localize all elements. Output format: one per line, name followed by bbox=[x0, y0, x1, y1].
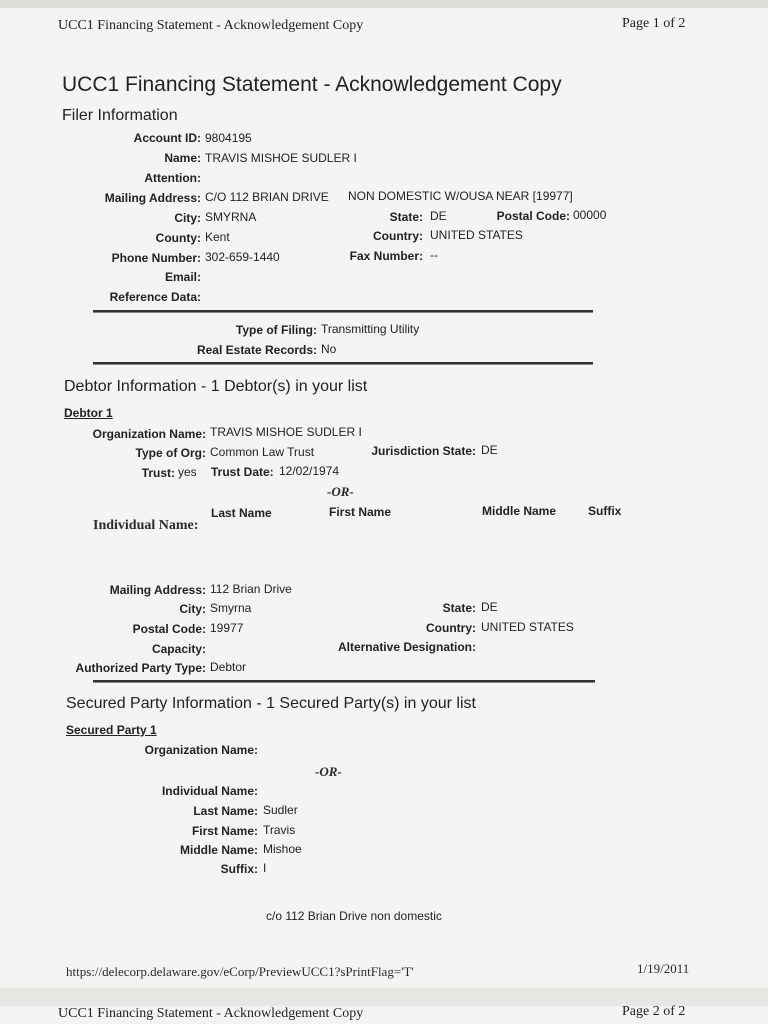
col-middle-name: Middle Name bbox=[482, 504, 557, 518]
debtor-city-label: City: bbox=[179, 602, 206, 616]
scan-edge bbox=[0, 0, 768, 8]
secured-suffix-label: Suffix: bbox=[220, 862, 258, 876]
secured-first-value: Travis bbox=[263, 823, 296, 837]
individual-name-label: Individual Name: bbox=[93, 518, 199, 533]
debtor-org-value: TRAVIS MISHOE SUDLER I bbox=[210, 425, 362, 439]
secured-last-value: Sudler bbox=[263, 803, 298, 817]
authorized-party-label: Authorized Party Type: bbox=[75, 661, 206, 675]
email-label: Email: bbox=[164, 270, 201, 284]
filer-postal-label: Postal Code: bbox=[496, 209, 570, 223]
filer-city-label: City: bbox=[174, 211, 201, 225]
debtor-mailing-value: 112 Brian Drive bbox=[210, 582, 292, 596]
trust-label: Trust: bbox=[141, 466, 175, 480]
filer-county-label: County: bbox=[155, 231, 201, 245]
filer-country-label: Country: bbox=[373, 229, 423, 243]
footer-date: 1/19/2011 bbox=[637, 961, 690, 976]
debtor-state-value: DE bbox=[481, 600, 498, 614]
divider bbox=[93, 680, 595, 683]
jurisdiction-value: DE bbox=[481, 443, 498, 457]
filer-country-value: UNITED STATES bbox=[430, 228, 523, 242]
filing-type-label: Type of Filing: bbox=[235, 323, 317, 337]
trust-date-label: Trust Date: bbox=[211, 465, 274, 479]
phone-label: Phone Number: bbox=[111, 251, 201, 265]
trust-date-value: 12/02/1974 bbox=[279, 464, 340, 478]
debtor-type-label: Type of Org: bbox=[135, 446, 206, 460]
col-first-name: First Name bbox=[329, 505, 392, 519]
secured-last-label: Last Name: bbox=[193, 804, 258, 818]
col-suffix: Suffix bbox=[588, 504, 622, 518]
account-id-value: 9804195 bbox=[205, 131, 252, 145]
or-separator: -OR- bbox=[327, 484, 354, 499]
filing-type-value: Transmitting Utility bbox=[321, 322, 420, 336]
secured-middle-label: Middle Name: bbox=[179, 843, 258, 857]
debtor-city-value: Smyrna bbox=[210, 601, 252, 615]
debtor-type-value: Common Law Trust bbox=[210, 445, 315, 459]
debtor-section-title: Debtor Information - 1 Debtor(s) in your list bbox=[64, 378, 368, 395]
fax-label: Fax Number: bbox=[349, 249, 423, 263]
jurisdiction-label: Jurisdiction State: bbox=[371, 444, 476, 458]
debtor-country-value: UNITED STATES bbox=[481, 620, 574, 634]
real-estate-label: Real Estate Records: bbox=[196, 343, 317, 357]
capacity-label: Capacity: bbox=[151, 642, 206, 656]
reference-data-label: Reference Data: bbox=[109, 290, 201, 304]
next-page-header-title: UCC1 Financing Statement - Acknowledgement Copy bbox=[58, 1006, 364, 1021]
debtor-postal-label: Postal Code: bbox=[132, 622, 206, 636]
secured-note: c/o 112 Brian Drive non domestic bbox=[266, 909, 442, 923]
account-id-label: Account ID: bbox=[133, 131, 201, 145]
filer-name-label: Name: bbox=[164, 151, 201, 165]
debtor-postal-value: 19977 bbox=[210, 621, 244, 635]
secured-suffix-value: I bbox=[263, 861, 267, 875]
divider bbox=[93, 362, 593, 365]
running-header-page: Page 1 of 2 bbox=[622, 16, 686, 31]
page-title: UCC1 Financing Statement - Acknowledgement Copy bbox=[62, 73, 562, 96]
footer-url: https://delecorp.delaware.gov/eCorp/PreviewUCC1?sPrintFlag='T' bbox=[66, 964, 414, 979]
debtor-country-label: Country: bbox=[426, 621, 476, 635]
attention-label: Attention: bbox=[144, 171, 201, 185]
col-last-name: Last Name bbox=[211, 506, 272, 520]
secured-middle-value: Mishoe bbox=[263, 842, 302, 856]
divider bbox=[93, 310, 593, 313]
filer-state-value: DE bbox=[430, 209, 447, 223]
phone-value: 302-659-1440 bbox=[205, 250, 280, 264]
filer-state-label: State: bbox=[389, 210, 423, 224]
real-estate-value: No bbox=[321, 342, 337, 356]
filer-section-title: Filer Information bbox=[62, 107, 178, 124]
secured-first-label: First Name: bbox=[191, 824, 258, 838]
secured-subtitle: Secured Party 1 bbox=[66, 723, 157, 737]
trust-value: yes bbox=[178, 465, 197, 479]
debtor-org-label: Organization Name: bbox=[92, 427, 206, 441]
alt-designation-label: Alternative Designation: bbox=[337, 640, 476, 654]
debtor-state-label: State: bbox=[442, 601, 476, 615]
fax-value: -- bbox=[430, 248, 438, 262]
authorized-party-value: Debtor bbox=[210, 660, 247, 674]
next-page-header-page: Page 2 of 2 bbox=[622, 1004, 686, 1019]
filer-name-value: TRAVIS MISHOE SUDLER I bbox=[205, 151, 357, 165]
secured-individual-label: Individual Name: bbox=[161, 784, 258, 798]
filer-county-value: Kent bbox=[205, 230, 230, 244]
filer-postal-value: 00000 bbox=[573, 208, 607, 222]
filer-city-value: SMYRNA bbox=[205, 210, 257, 224]
or-separator: -OR- bbox=[315, 764, 342, 779]
filer-mailing-extra: NON DOMESTIC W/OUSA NEAR [19977] bbox=[348, 189, 573, 203]
secured-section-title: Secured Party Information - 1 Secured Party(s) in your list bbox=[66, 695, 476, 712]
secured-org-label: Organization Name: bbox=[144, 743, 258, 757]
filer-mailing-label: Mailing Address: bbox=[104, 191, 201, 205]
running-header-title: UCC1 Financing Statement - Acknowledgement Copy bbox=[58, 18, 364, 33]
debtor-mailing-label: Mailing Address: bbox=[109, 583, 206, 597]
debtor-subtitle: Debtor 1 bbox=[64, 406, 113, 420]
filer-mailing-value: C/O 112 BRIAN DRIVE bbox=[205, 190, 329, 204]
